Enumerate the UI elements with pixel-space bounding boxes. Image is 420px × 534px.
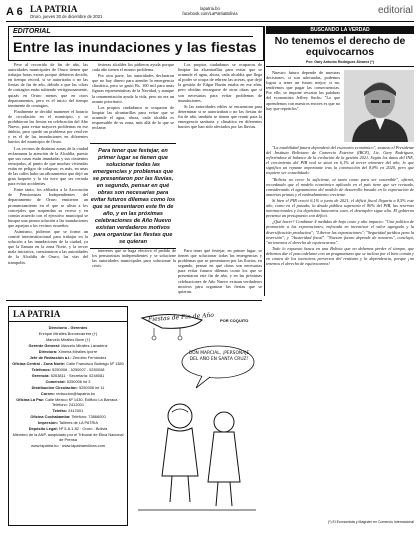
editorial-paragraph: intereses que se haga efectivo el pedido de los pensionistas independientes y se solucione las autoridades municipales para solucionar la crisis. [92, 248, 176, 269]
staff-name: Nº 5-8-1-82 · Oruro - Bolivia [58, 426, 108, 431]
staff-line [12, 397, 124, 407]
staff-line [12, 420, 124, 425]
staff-name: Calle Francisco Buitrago Nº 1380 [66, 361, 124, 366]
header-rule [6, 21, 414, 22]
editorial-paragraph: Para tener qué festejar, en primer lugar, se tienen que solucionar todas las emergencias y problemas que se presentaron por las lluvias, en segundo, pensar en qué obras son necesarias para evitar futuros dilemas como los que se presentaron este fin de año, y en las próximas celebraciones de Año Nuevo existan verdaderos motivos para organizar las fiestas que se quieran. [178, 248, 262, 294]
opinion-kicker: BUSCANDO LA VERDAD [266, 26, 414, 34]
staff-line [12, 361, 124, 366]
staff-name: Teléfono: 73866000 [71, 414, 106, 419]
title-underline [13, 36, 253, 37]
staff-line [12, 373, 124, 378]
opinion-body [266, 145, 414, 515]
editorial-column-3-bottom [178, 248, 262, 296]
staff-name: Marcelo Miralles Bove (†) [45, 337, 91, 342]
opinion-footnote: (*) El Economista y Magíster en Comercio Internacional [327, 520, 414, 524]
staff-line [12, 414, 124, 419]
opinion-paragraph: "La estabilidad futura dependerá del escenario económico", sostuvo el Presidente del Instituto Boliviano de Comercio Exterior (IBCE), Lic. Gary Rodríguez, refiriéndose al balance de la evolución de la gestión 2021. Según los datos del INE, el crecimiento del PIB real se situó en 6,1% al tercer trimestre del año, lo que significa un repunte importante tras la contracción del 8,8% en 2020, pero que requiere ser consolidado. [266, 145, 414, 176]
editorial-paragraph: Pese al recorrido de fin de año, las autoridades municipales de Oruro tienen que trabajar horas extras porque debieron decidir, en tiempo récord, si se autorizaba o no las fiestas de fin de año, debido a que las cifras de contagios están subiendo vertiginosamente, quizás en Oruro menos que en otros departamentos, pero es el inicio del tiempo inminente de contagios. [8, 62, 88, 108]
cartoon-speech: DON MARCIAL, ¡PERSONAJE DEL AÑO EN SANTA CRUZ! [188, 351, 250, 362]
section-name: editorial [377, 5, 413, 16]
editorial-title: Entre las inundaciones y las fiestas [13, 39, 257, 55]
staff-line [12, 337, 124, 342]
opinion-paragraph: Nuestro futuro depende de nuestras decisiones, si son adecuadas, podemos lograr a tener un futuro mejor; si no, tendremos que pagar las consecuencias. Por ello, se impone rescatar las palabras del economista Jeffrey Sachs: "Lo que aprendemos con nuestros errores es que no hay que repetirlos". [266, 70, 340, 111]
staff-line [12, 355, 124, 360]
staff-role: Jefe de Redacción a.i.: [29, 355, 73, 360]
staff-role: Teléfonos: [31, 367, 53, 372]
staff-role: Gerencia: [31, 373, 51, 378]
staff-role: Telefax: [52, 408, 69, 413]
staff-title: LA PATRIA [9, 307, 127, 322]
staff-line [12, 325, 124, 330]
staff-name: Ximena Miralles Iporre [58, 349, 98, 354]
staff-line [12, 367, 124, 372]
opinion-lead [266, 70, 340, 142]
opinion-paragraph: Si bien el PIB creció 6,1% a junio de 2021, el déficit fiscal llegaría a 8,5% este año, como en el pasado; la deuda pública superaría el 80% del PIB, las reservas internacionales y los depósitos bancarios caen, el desempleo sigue alto. El gobierno presenta un presupuesto con déficit. [266, 197, 414, 219]
newspaper-name: LA PATRIA [30, 4, 78, 14]
staff-role: Directorio - Gerentes [48, 325, 88, 330]
bottom-section-rule [6, 300, 262, 301]
staff-role: Correo: [40, 391, 57, 396]
opinion-paragraph: ¿Qué hacer? Combinar 4 medidas de bajo costo y alto impacto: "Una política de promoción a las exportaciones, enfocada en incentivar el valor agregado y la diversificación productiva"; "Liberar las exportaciones"; "Seguridad jurídica para la inversión"; y "Austeridad fiscal". "Nuestro futuro depende de nosotros", concluyó, "no tenemos el derecho de equivocarnos". [266, 219, 414, 245]
facebook-link[interactable]: facebook.com/LaPatriaBolivia [182, 11, 238, 16]
staff-name: 5250006 - 5250007 - 5250008 [52, 367, 105, 372]
staff-role: Directora: [38, 349, 59, 354]
staff-name: 2412001 [68, 408, 84, 413]
staff-line [12, 331, 124, 336]
staff-name: redaccion@lapatria.bo [56, 391, 96, 396]
editorial-paragraph: Por otra parte, las autoridades declararon que no hay dinero para atender la emergencia climática, pero se gastó Bs. 100 mil para unas figuras representativas de la Navidad, y aunque la ornamentación ayuda la vida, pero no era un asunto prioritario. [92, 73, 174, 104]
staff-name: www.lapatria.bo · www.lapatriaenlinea.com [31, 443, 105, 448]
opinion-rule [266, 66, 414, 67]
staff-role: Depósito Legal: [28, 426, 59, 431]
staff-name: 5250006 int 11 [78, 385, 105, 390]
cartoon-drawing [132, 306, 262, 524]
cartoon-byline: POR COQUITO [220, 318, 249, 323]
staff-box [8, 306, 128, 526]
author-portrait-icon [344, 70, 414, 142]
date-line: Oruro, jueves 30 de diciembre de 2021 [30, 14, 103, 19]
web-links [165, 6, 255, 16]
staff-role: Impresión: [38, 420, 59, 425]
staff-line [12, 379, 124, 384]
staff-role: Gerente General: [28, 343, 62, 348]
pull-quote: Para tener que festejar, en primer lugar se tienen que solucionar todas las emergencias y problemas que se presentaron por las lluvias, en segundo, pensar en qué obras son necesarias para evitar futuros dilemas como los que se presentaron este fin de año, y en las próximas celebraciones de Año Nuevo existan verdaderos motivos para organizar las fiestas que se quieran [90, 148, 176, 245]
editorial-column-1 [8, 62, 88, 296]
staff-name: Miembro de la ANP, auspiciado por el Tribunal de Ética Nacional de Prensa [12, 432, 124, 442]
staff-name: 5263811 · Secretaría: 5248081 [50, 373, 105, 378]
editorial-paragraph: Si las autoridades ediles se encuentran para determinar si se autorizaban o no las fiestas de fin de año, también se tienen que reunir para la emergencia sanitaria y climática en diferentes barrios que han sido afectados por las lluvias. [178, 103, 262, 130]
staff-role: Comercial: [45, 379, 67, 384]
cartoon-sign-text: Fiestas de Fin de Año [147, 311, 215, 324]
pull-quote-box [90, 143, 176, 249]
staff-role: Oficina Cochabamba: [30, 414, 72, 419]
staff-line [12, 408, 124, 413]
staff-list [9, 322, 127, 448]
editorial-label: EDITORIAL [13, 28, 51, 35]
opinion-title: No tenemos el derecho de equivocarnos [274, 35, 406, 58]
staff-role: Oficina La Paz: [16, 397, 46, 402]
editorial-paragraph: Entre tanto, los afiliados a la Asociación de Pensionistas Independientes del departamento de Oruro emitieron un pronunciamiento en el que se alista a los concejales que suspendan su receso y en común acuerdo con el ejecutivo municipal se busque una pronta solución a las inundaciones que aquejan a los vecinos orureños. [8, 187, 88, 228]
staff-role: Distribución Circulación: [31, 385, 79, 390]
staff-name: Marcelo Miralles Lavadenz [61, 343, 108, 348]
cartoon [132, 306, 262, 524]
editorial-paragraph: festeras alcaldes los pidieron ayuda porque cada año tienen el mismo problema. [92, 62, 174, 73]
page-number: A 6 [6, 6, 23, 18]
editorial-column-2 [92, 62, 174, 142]
website-link[interactable]: lapatria.bo [200, 6, 220, 11]
editorial-title-box [8, 26, 264, 61]
author-photo [344, 70, 414, 142]
staff-line [12, 391, 124, 396]
editorial-paragraph: Los propios ciudadanos se ocuparon de limpiar las alcantarillas para evitar que se acumule el agua, ahora, cada alcaldía que llega al poder se ocupa de rebrear las aceras, que dejó la gestión de Edgar Bazán estaba en ese afán, pero olvidan encargarse de otras obras que sí son necesarias para evitar problemas de inundaciones. [178, 62, 262, 103]
opinion-paragraph: "Bolivia no crece lo suficiente, ni tanto como para ser sostenible", afirmó, recordando que el modelo económico aplicado en el país tiene que ser revisado, considerando el agotamiento del modelo de desarrollo basado en la exportación de materias primas y el endeudamiento creciente. [266, 176, 414, 197]
staff-line [12, 343, 124, 348]
staff-name: Talleres de LA PATRIA [58, 420, 98, 425]
opinion-paragraph: Todo lo expuesto busca en una Bolivia que no debemos perder el tiempo, que debemos dar el paso adelante con un pragmatismo que se inclina por el bien común y en contra de los incentivos perversos del rentismo y la dependencia, porque ¡no tenemos el derecho de equivocarnos! [266, 245, 414, 267]
column-divider [264, 26, 265, 296]
staff-name: Enrique Miralles Bonnecarrère (†) [38, 331, 98, 336]
staff-line [12, 432, 124, 442]
opinion-author: Por: Gary Antonio Rodríguez Álvarez (*) [306, 60, 374, 64]
editorial-column-3 [178, 62, 262, 242]
staff-line [12, 385, 124, 390]
editorial-paragraph: Los vecinos de distintas zonas de la ciudad reclamaron la atención de la Alcaldía, puesto que sus casas están inundadas y sus cimientos remojados, al punto de que muchas viviendas están en peligro de colapsar; es más, en unas de las calles hubo un afloramiento que dejó un gran boquete y la vía tuvo que ser cerrada para evitar accidentes. [8, 145, 88, 187]
staff-name: Calle Mexico Nº 1430, Edificio La Barraca · Teléfono: 2412001 [45, 397, 120, 407]
staff-line [12, 426, 124, 431]
staff-line [12, 443, 124, 448]
staff-role: Oficina Central - Zona Norte: [12, 361, 67, 366]
editorial-paragraph: Asimismo, pidieron que se forme un comité interinstitucional para trabajar en la solución a las inundaciones de la ciudad, ya que la llanura en la zona Norte, y la tercer mala iniciativa, cuestionaron a las autoridades de la Alcaldía de Oruro, las vías del trampolín. [8, 229, 88, 265]
staff-name: Zenobio Fernández [72, 355, 107, 360]
editorial-column-2-bottom [92, 248, 176, 296]
staff-line [12, 349, 124, 354]
editorial-paragraph: Finalmente se decidió mantener el horario de circulación en el municipio, y se prohibieron las fiestas en celebración del Año Nuevo, para evitar mayores problemas en ese ámbito, pero quedó un problema por resolver y es el de las inundaciones en diferentes barrios del municipio de Oruro. [8, 108, 88, 145]
staff-name: 5250006 int 3 [66, 379, 91, 384]
editorial-paragraph: Los propios ciudadanos se ocuparon de limpiar las alcantarillas para evitar que se acumule el agua, ahora, cada alcaldía es responsable de su zona, más allá de lo que se reclame. [92, 104, 174, 131]
